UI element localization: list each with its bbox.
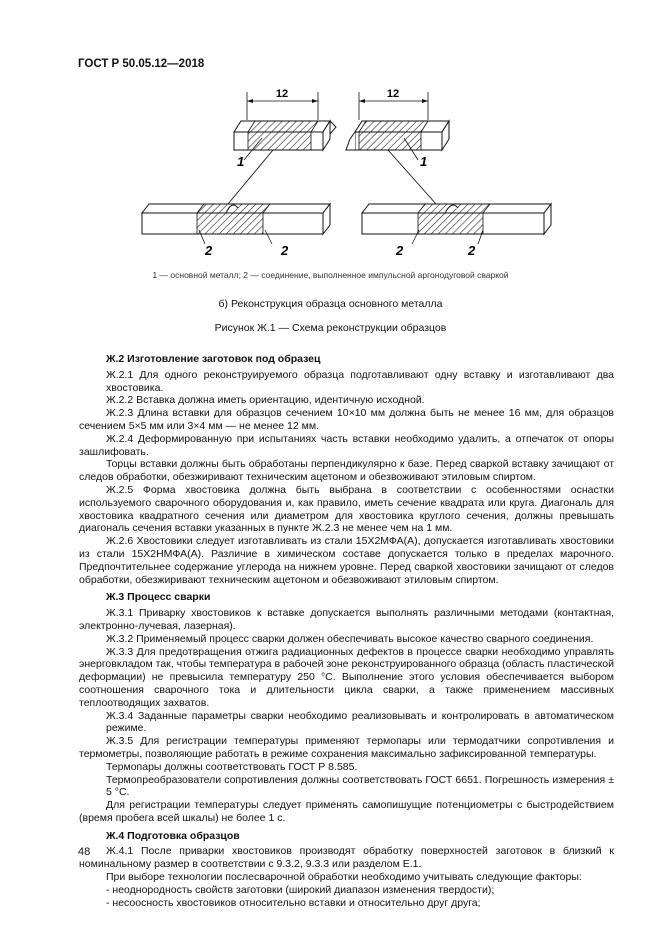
list-item: - неоднородность свойств заготовки (широкий диапазон изменения твердости); [106,883,495,896]
paragraph: Ж.3.5 Для регистрации температуры применяют термопары или термодатчики сопротивления и термометры, позволяющие работать в режиме сохранения максимально зафиксированной температуры. [79,735,614,760]
figure-legend: 1 — основной металл; 2 — соединение, выполненное импульсной аргонодуговой сваркой [152,270,509,280]
callout-2-d: 2 [468,243,476,258]
bottom-right-assembly [362,204,551,258]
callout-2-a: 2 [205,243,213,258]
paragraph: Ж.3.2 Применяемый процесс сварки должен обеспечивать высокое качество сварного соединения. [106,632,594,645]
callout-1-left: 1 [237,154,245,169]
figure-caption: Рисунок Ж.1 — Схема реконструкции образцов [214,322,447,334]
paragraph: Термопреобразователи сопротивления должны соответствовать ГОСТ 6651. Погрешность измерения ± 5 °С. [106,773,614,799]
section-heading-zh3: Ж.3 Процесс сварки [106,591,211,604]
paragraph: Ж.2.4 Деформированную при испытаниях часть вставки необходимо удалить, а отпечаток от опоры зашлифовать. [79,432,614,458]
paragraph: Ж.2.5 Форма хвостовика должна быть выбрана в соответствии с особенностями оснастки используемого сварочного оборудования и, как правило, иметь сечение квадрата или круга. Диагональ для хвостовика квадратного сечения или диаметром для хвостовика круглого сечения, должны превышать диагональ сечения вставки указанных в пункте Ж.2.3 не менее чем на 1 мм. [79,483,614,535]
paragraph: Термопары должны соответствовать ГОСТ Р 8.585. [106,760,358,773]
paragraph: При выборе технологии послесварочной обработки необходимо учитывать следующие факторы: [106,871,582,884]
section-heading-zh4: Ж.4 Подготовка образцов [106,829,240,842]
list-item: - несоосность хвостовиков относительно вставки и относительно друг друга; [106,896,481,909]
paragraph: Ж.3.3 Для предотвращения отжига радиационных дефектов в процессе сварки необходимо управлять энерговкладом так, чтобы температура в рабочей зоне реконструированного образца (область пластической деформации) не превысила температуру 250 °С. Выполнение этого условия обеспечивается выбором соотношения сварочного тока и длительности цикла сварки, а также применением массивных теплоотводящих захватов. [79,645,614,709]
callout-2-c: 2 [396,243,404,258]
top-right-specimen [346,92,449,204]
dimension-label-left: 12 [275,88,289,100]
bottom-left-assembly [142,204,330,258]
paragraph: Ж.3.1 Приварку хвостовиков к вставке допускается выполнять различными методами (контактная, электронно-лучевая, лазерная). [79,607,614,632]
paragraph: Для регистрации температуры следует применять самопишущие потенциометры с быстродействием (время пробега всей шкалы) не более 1 с. [79,799,614,824]
top-left-specimen [228,92,336,204]
paragraph: Торцы вставки должны быть обработаны перпендикулярно к базе. Перед сваркой вставку зачищают от следов обработки, обезжиривают техническим ацетоном и обезвоживают этиловым спиртом. [79,458,614,484]
figure-subcaption: б) Реконструкция образца основного металла [218,298,443,310]
document-header: ГОСТ Р 50.05.12—2018 [78,58,205,70]
paragraph: Ж.2.1 Для одного реконструируемого образца подготавливают одну вставку и изготавливают два хвостовика. [106,368,614,394]
callout-1-right: 1 [420,154,428,169]
page-number: 48 [78,846,91,858]
paragraph: Ж.2.3 Длина вставки для образцов сечением 10×10 мм должна быть не менее 16 мм, для образцов сечением 5×5 мм или 3×4 мм — не менее 12 мм. [79,407,614,432]
paragraph: Ж.2.2 Вставка должна иметь ориентацию, идентичную исходной. [106,394,425,407]
section-heading-zh2: Ж.2 Изготовление заготовок под образец [106,353,321,365]
paragraph: Ж.3.4 Заданные параметры сварки необходимо реализовывать и контролировать в автоматическом режиме. [106,709,614,735]
paragraph: Ж.4.1 После приварки хвостовиков производят обработку поверхностей заготовок в близкий к номинальному размер в соответствии с 9.3.2, 9.3.3 или разделом Е.1. [79,845,614,871]
paragraph: Ж.2.6 Хвостовики следует изготавливать из стали 15Х2МФА(А), допускается изготавливать хвостовики из стали 15Х2НМФА(А). Различие в химическом составе допускается только в пределах марочного. Предпочтительнее содержание углерода на нижнем уровне. Перед сваркой хвостовики зачищают от следов обработки, обезжиривают техническим ацетоном и обезвоживают этиловым спиртом. [79,535,614,586]
reconstruction-figure [0,0,661,280]
callout-2-b: 2 [281,243,289,258]
dimension-label-right: 12 [386,88,400,100]
